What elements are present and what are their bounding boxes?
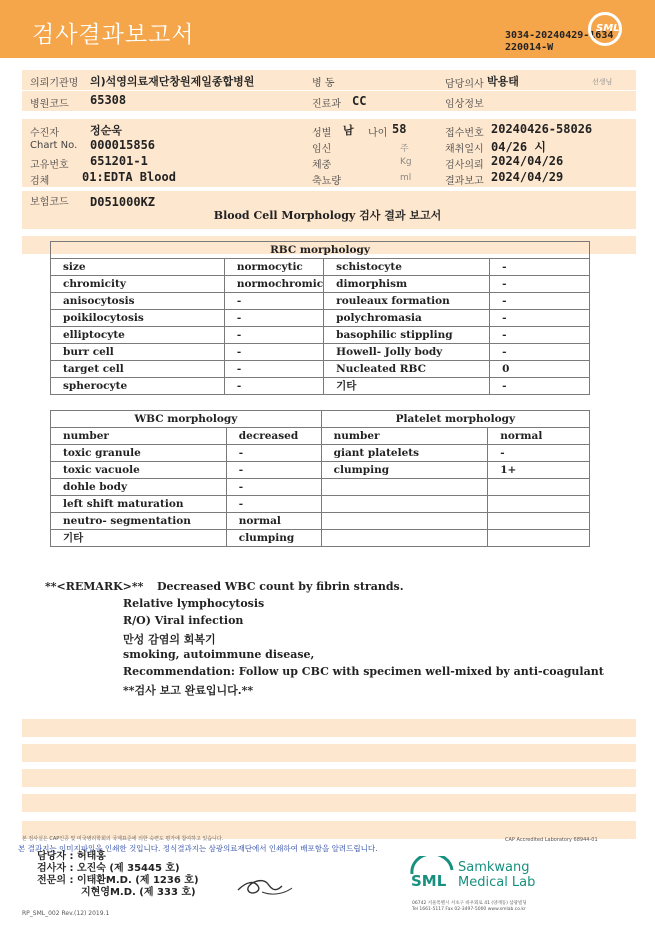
blank-stripe [22,744,636,762]
rbc-row [51,327,590,344]
id-value: 651201-1 [90,154,148,168]
wbc-row [51,428,590,445]
document-number-line-2: 220014-W [505,42,554,53]
wbc-cell [488,496,590,513]
wbc-cell: giant platelets [321,445,488,462]
hospital-code-label: 병원코드 [30,99,69,110]
rbc-cell: 기타 [324,378,490,395]
chart-value: 000015856 [90,138,156,152]
wbc-cell [321,496,488,513]
rbc-cell: poikilocytosis [51,310,225,327]
collection-label: 채취일시 [445,144,484,155]
doctor-suffix: 선생님 [592,78,613,86]
wbc-platelet-table [50,410,590,547]
lab-name-line-2: Medical Lab [458,875,536,890]
receipt-value: 20240426-58026 [491,122,593,136]
request-date-label: 검사의뢰 [445,160,484,171]
lab-contact: Tel 1661-5117 Fax 02-3497-5000 www.smlab.co.kr [412,907,526,912]
rbc-morphology-table [50,241,590,395]
lab-name-line-1: Samkwang [458,860,530,875]
institution-value: 의)석영의료재단창원제일종합병원 [90,75,255,88]
age-value: 58 [392,122,407,136]
sex-value: 남 [343,124,354,137]
remark-line: Relative lymphocytosis [123,597,265,610]
rbc-cell: rouleaux formation [324,293,490,310]
wbc-cell: - [226,496,321,513]
staff-specialist-2: 지현영M.D. (제 333 호) [81,887,196,898]
wbc-cell: normal [488,428,590,445]
lab-address: 06742 서울특별시 서초구 바우뫼로 41 (양재동) 삼광빌딩 [412,901,527,906]
rbc-cell: - [490,327,590,344]
rbc-cell: - [224,344,323,361]
specimen-value: 01:EDTA Blood [82,170,176,184]
weight-label: 체중 [312,160,332,171]
remark-line: smoking, autoimmune disease, [123,648,315,661]
wbc-row [51,496,590,513]
rbc-cell: - [490,378,590,395]
insurance-value: D051000KZ [90,195,156,209]
wbc-row [51,479,590,496]
sml-mark-icon [408,856,456,896]
rbc-cell: - [224,310,323,327]
wbc-cell: number [321,428,488,445]
rbc-cell: basophilic stippling [324,327,490,344]
wbc-cell: - [488,445,590,462]
staff-specialist-1: 전문의 : 이태환M.D. (제 1236 호) [37,875,199,886]
rbc-cell: - [490,293,590,310]
chart-label: Chart No. [30,140,78,151]
report-section-title: Blood Cell Morphology 검사 결과 보고서 [213,209,442,222]
rbc-cell: burr cell [51,344,225,361]
rbc-cell: - [224,293,323,310]
rbc-cell: - [490,259,590,276]
rbc-cell: target cell [51,361,225,378]
insurance-label: 보험코드 [30,197,69,208]
pregnancy-label: 임신 [312,144,332,155]
wbc-cell: dohle body [51,479,227,496]
hospital-code-value: 65308 [90,93,127,107]
wbc-table-title: WBC morphology [51,411,322,428]
wbc-cell: left shift maturation [51,496,227,513]
rbc-row [51,293,590,310]
cap-note: 본 검사실은 CAP인증 및 미국병리학회의 국제표준에 의한 숙련도 평가에 참여하고 있습니다. [22,836,224,842]
sml-logo-icon [588,12,622,46]
id-label: 고유번호 [30,160,69,171]
sml-mark-text: SML [411,872,447,890]
wbc-cell [488,530,590,547]
sex-label: 성별 [312,128,332,139]
receipt-label: 접수번호 [445,128,484,139]
staff-manager: 담당자 : 허태홍 [37,851,106,862]
rbc-cell: elliptocyte [51,327,225,344]
document-number-line-1: 3034-20240429-1634 [505,30,614,41]
rbc-cell: 0 [490,361,590,378]
wbc-row [51,445,590,462]
wbc-cell [321,513,488,530]
wbc-row [51,462,590,479]
wbc-cell: normal [226,513,321,530]
request-date-value: 2024/04/26 [491,154,564,168]
rbc-table-title: RBC morphology [51,242,590,259]
wbc-cell: neutro- segmentation [51,513,227,530]
report-date-label: 결과보고 [445,176,484,187]
rbc-cell: - [224,361,323,378]
rbc-cell: - [490,276,590,293]
cap-accreditation: CAP Accredited Laboratory 68944-01 [505,837,598,843]
rbc-cell: size [51,259,225,276]
wbc-cell: clumping [226,530,321,547]
department-label: 진료과 [312,99,341,110]
urine-unit: ml [400,173,412,183]
institution-label: 의뢰기관명 [30,78,79,89]
wbc-cell: - [226,445,321,462]
doctor-value: 박용태 [487,75,519,88]
lab-name [458,860,535,890]
remark-line: **검사 보고 완료입니다.** [123,684,254,697]
rbc-row [51,310,590,327]
rbc-cell: polychromasia [324,310,490,327]
pregnancy-unit: 주 [400,144,409,154]
rbc-cell: Howell- Jolly body [324,344,490,361]
form-code: RP_SML_002 Rev.(12) 2019.1 [22,910,110,917]
print-notice: 본 결과지는 이미지파일을 인쇄한 것입니다. 정식결과지는 삼광의료재단에서 인쇄하여 배포함을 알려드립니다. [18,844,378,853]
remark-line: Recommendation: Follow up CBC with specimen well-mixed by anti-coagulant [123,665,604,678]
urine-label: 축뇨량 [312,176,341,187]
report-header-title: 검사결과보고서 [32,22,195,48]
wbc-cell: toxic vacuole [51,462,227,479]
rbc-row [51,276,590,293]
rbc-cell: dimorphism [324,276,490,293]
remark-line: 만성 감염의 회복기 [123,633,216,646]
platelet-table-title: Platelet morphology [321,411,589,428]
staff-tester: 검사자 : 오진숙 (제 35445 호) [37,863,180,874]
ward-label: 병 동 [312,78,335,89]
rbc-cell: schistocyte [324,259,490,276]
blank-stripe [22,794,636,812]
rbc-row [51,344,590,361]
weight-unit: Kg [400,157,412,167]
header-logo-text: SML [596,23,620,34]
rbc-cell: - [490,344,590,361]
specimen-label: 검체 [30,176,50,187]
rbc-cell: - [490,310,590,327]
rbc-cell: spherocyte [51,378,225,395]
patient-value: 정순욱 [90,124,122,137]
wbc-row [51,530,590,547]
remark-line: R/O) Viral infection [123,614,244,627]
wbc-cell: 기타 [51,530,227,547]
wbc-cell: toxic granule [51,445,227,462]
report-date-value: 2024/04/29 [491,170,564,184]
rbc-row [51,259,590,276]
rbc-cell: Nucleated RBC [324,361,490,378]
rbc-row [51,361,590,378]
remark-line: Decreased WBC count by fibrin strands. [157,580,404,593]
wbc-cell [321,530,488,547]
wbc-row [51,513,590,530]
signature-icon [232,862,296,902]
wbc-cell [321,479,488,496]
rbc-cell: - [224,327,323,344]
wbc-cell: decreased [226,428,321,445]
wbc-cell [488,479,590,496]
wbc-cell: 1+ [488,462,590,479]
wbc-cell: - [226,479,321,496]
wbc-cell [488,513,590,530]
remark-label: **<REMARK>** [45,580,144,593]
department-value: CC [352,94,367,108]
patient-label: 수진자 [30,128,59,139]
rbc-cell: anisocytosis [51,293,225,310]
age-label: 나이 [368,128,388,139]
rbc-cell: normocytic [224,259,323,276]
wbc-cell: - [226,462,321,479]
clinical-info-label: 임상정보 [445,99,484,110]
wbc-cell: clumping [321,462,488,479]
report-header [0,0,655,58]
doctor-label: 담당의사 [445,79,484,90]
wbc-cell: number [51,428,227,445]
collection-value: 04/26 시 [491,140,546,154]
rbc-cell: - [224,378,323,395]
rbc-row [51,378,590,395]
blank-stripe [22,769,636,787]
blank-stripe [22,719,636,737]
rbc-cell: chromicity [51,276,225,293]
rbc-cell: normochromic [224,276,323,293]
